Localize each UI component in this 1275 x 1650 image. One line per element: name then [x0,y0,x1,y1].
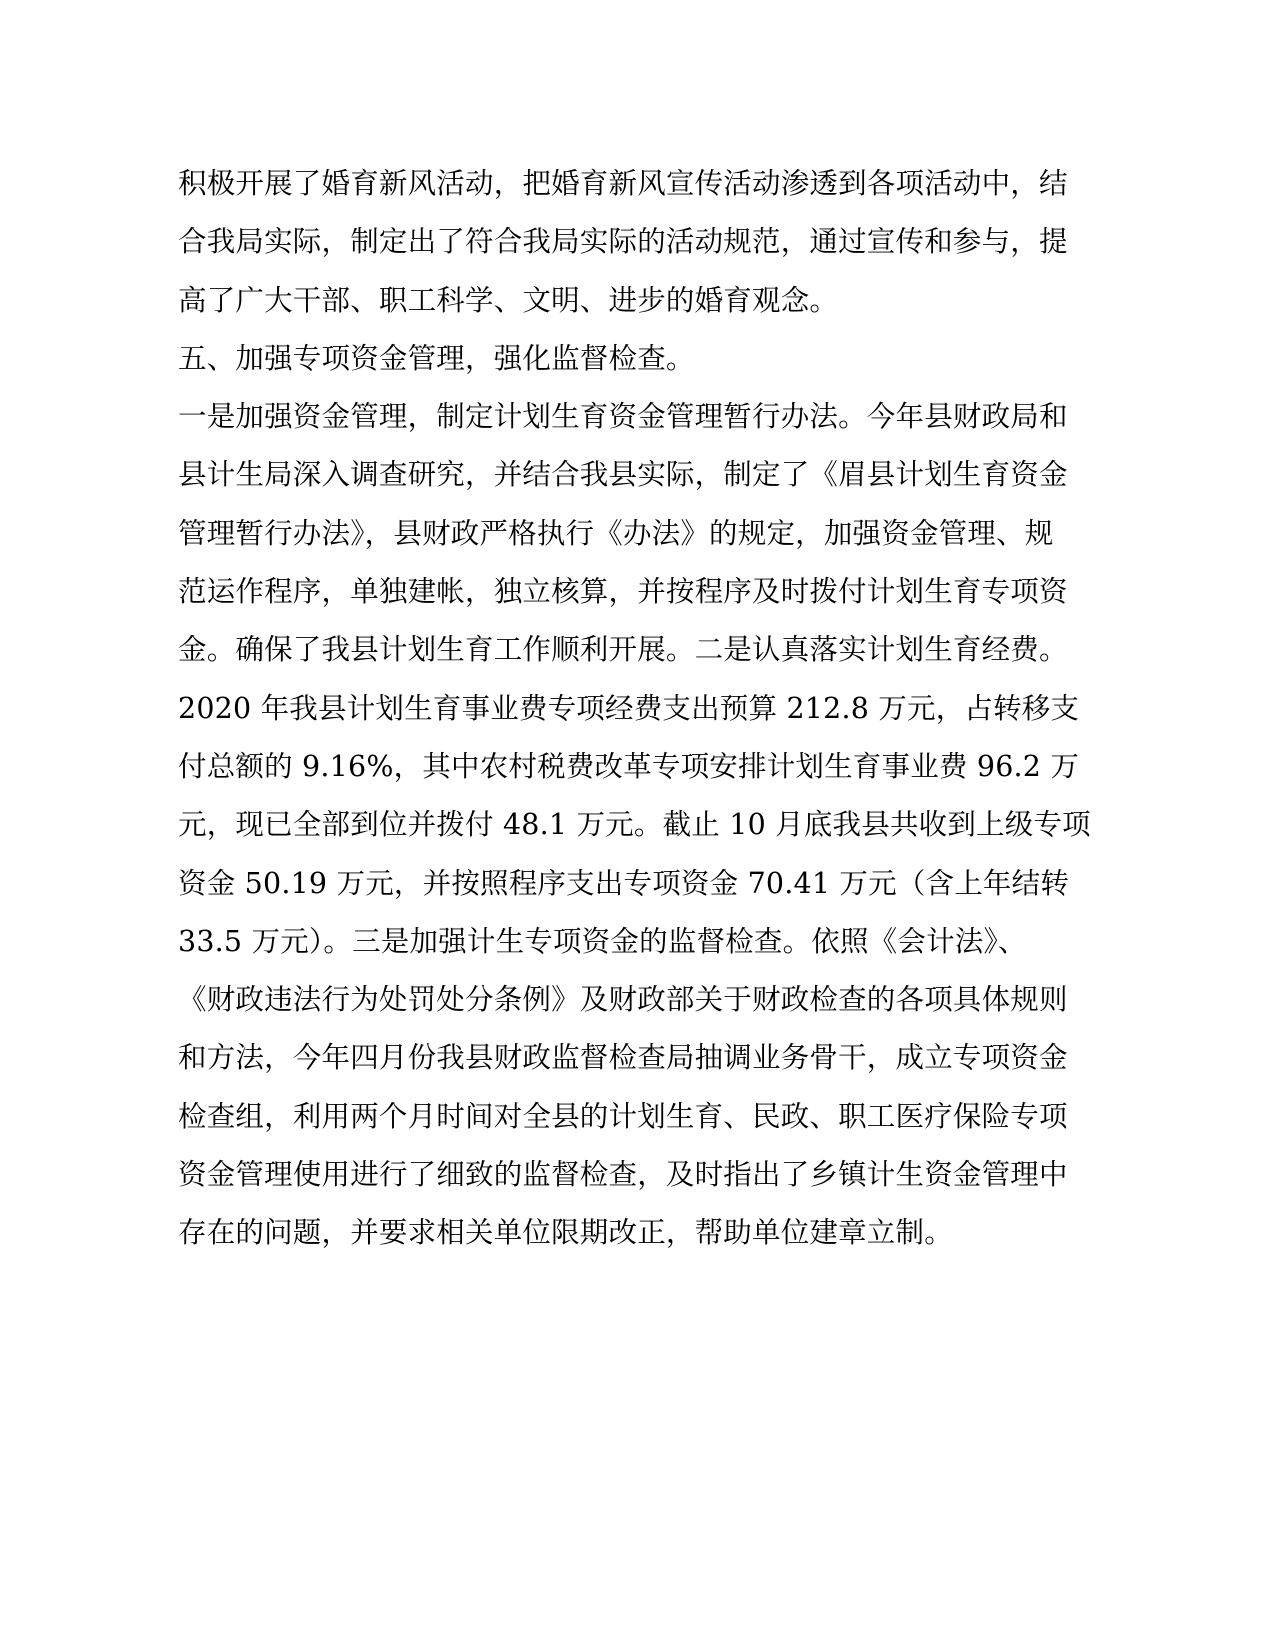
text-line: 管理暂行办法》，县财政严格执行《办法》的规定，加强资金管理、规 [178,516,1054,550]
text-line: 高了广大干部、职工科学、文明、进步的婚育观念。 [178,283,839,317]
body-text [178,162,1091,1270]
text-line: 2020 年我县计划生育事业费专项经费支出预算 212.8 万元，占转移支 [178,691,1080,725]
text-line: 和方法，今年四月份我县财政监督检查局抽调业务骨干，成立专项资金 [178,1041,1068,1075]
text-line: 范运作程序，单独建帐，独立核算，并按程序及时拨付计划生育专项资 [178,575,1068,609]
text-line: 一是加强资金管理，制定计划生育资金管理暂行办法。今年县财政局和 [178,400,1068,434]
text-line: 县计生局深入调查研究，并结合我县实际，制定了《眉县计划生育资金 [178,458,1068,492]
text-line: 检查组，利用两个月时间对全县的计划生育、民政、职工医疗保险专项 [178,1099,1068,1133]
text-line: 33.5 万元）。三是加强计生专项资金的监督检查。依照《会计法》、 [178,924,1027,958]
text-line: 《财政违法行为处罚处分条例》及财政部关于财政检查的各项具体规则 [178,983,1068,1017]
text-line: 存在的问题，并要求相关单位限期改正，帮助单位建章立制。 [178,1216,953,1250]
section-heading: 五、加强专项资金管理，强化监督检查。 [178,341,695,375]
text-line: 金。确保了我县计划生育工作顺利开展。二是认真落实计划生育经费。 [178,633,1068,667]
text-line: 元，现已全部到位并拨付 48.1 万元。截止 10 月底我县共收到上级专项 [178,808,1091,842]
text-line: 资金管理使用进行了细致的监督检查，及时指出了乡镇计生资金管理中 [178,1158,1068,1192]
text-line: 积极开展了婚育新风活动，把婚育新风宣传活动渗透到各项活动中，结 [178,167,1068,200]
text-line: 合我局实际，制定出了符合我局实际的活动规范，通过宣传和参与，提 [178,225,1068,259]
text-line: 付总额的 9.16%，其中农村税费改革专项安排计划生育事业费 96.2 万 [178,749,1080,783]
text-line: 资金 50.19 万元，并按照程序支出专项资金 70.41 万元（含上年结转 [178,866,1070,900]
